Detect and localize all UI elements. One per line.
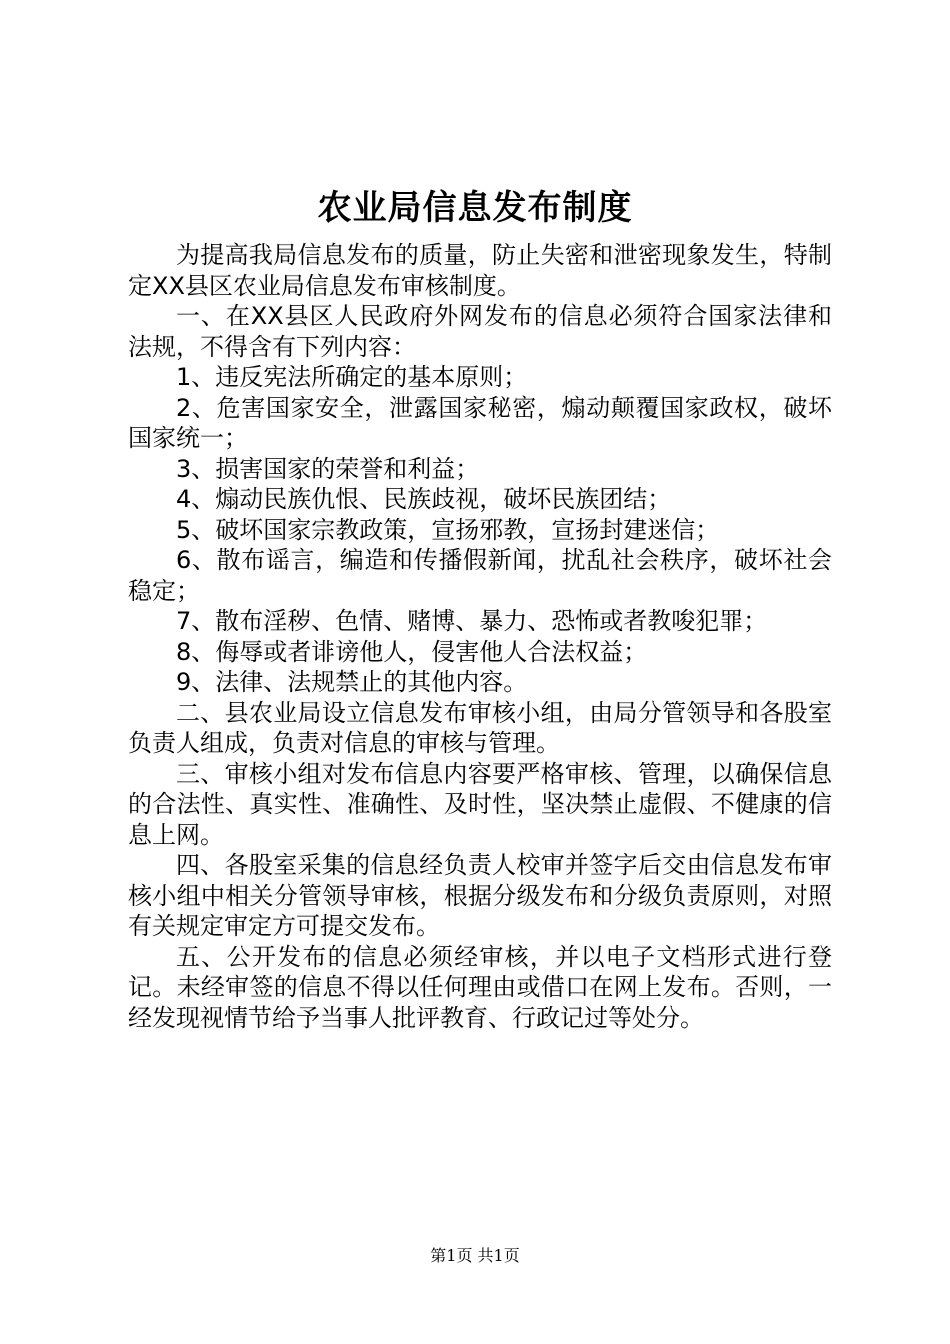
intro-paragraph: 为提高我局信息发布的质量，防止失密和泄密现象发生，特制定XX县区农业局信息发布审核制度。 (128, 241, 832, 300)
list-item-9: 9、法律、法规禁止的其他内容。 (176, 668, 528, 696)
section-5-part2: 未经审签的信息不得以任何理由或借口在网上发布。否则，一经发现视情节给予当事人批评教育、行政记过等处分。 (128, 973, 833, 1032)
list-item-6: 6、散布谣言，编造和传播假新闻，扰乱社会秩序，破坏社会稳定； (128, 546, 832, 605)
section-1-paragraph: 一、在XX县区人民政府外网发布的信息必须符合国家法律和法规，不得含有下列内容： (128, 302, 832, 361)
list-item-4: 4、煽动民族仇恨、民族歧视，破坏民族团结； (176, 485, 672, 513)
section-5-paragraph (128, 942, 832, 1034)
list-item-5: 5、破坏国家宗教政策，宣扬邪教，宣扬封建迷信； (176, 515, 720, 544)
section-5-part1: 五、公开发布的信息必须经审核，并以电子文档形式进行登记。 (128, 942, 832, 1001)
list-item-7: 7、散布淫秽、色情、赌博、暴力、恐怖或者教唆犯罪； (176, 607, 768, 635)
section-3-paragraph: 三、审核小组对发布信息内容要严格审核、管理，以确保信息的合法性、真实性、准确性、及时性，坚决禁止虚假、不健康的信息上网。 (128, 759, 832, 849)
document-title: 农业局信息发布制度 (317, 188, 633, 228)
list-item-3: 3、损害国家的荣誉和利益； (176, 454, 480, 483)
section-2-paragraph: 二、县农业局设立信息发布审核小组，由局分管领导和各股室负责人组成，负责对信息的审核与管理。 (128, 698, 832, 757)
page-footer: 第1页 共1页 (430, 1246, 520, 1265)
section-4-paragraph: 四、各股室采集的信息经负责人校审并签字后交由信息发布审核小组中相关分管领导审核，根据分级发布和分级负责原则，对照有关规定审定方可提交发布。 (128, 851, 832, 940)
list-item-2: 2、危害国家安全，泄露国家秘密，煽动颠覆国家政权，破坏国家统一； (128, 393, 832, 452)
list-item-1: 1、违反宪法所确定的基本原则； (176, 363, 528, 391)
list-item-8: 8、侮辱或者诽谤他人，侵害他人合法权益； (176, 637, 648, 666)
document-body (128, 240, 832, 1033)
